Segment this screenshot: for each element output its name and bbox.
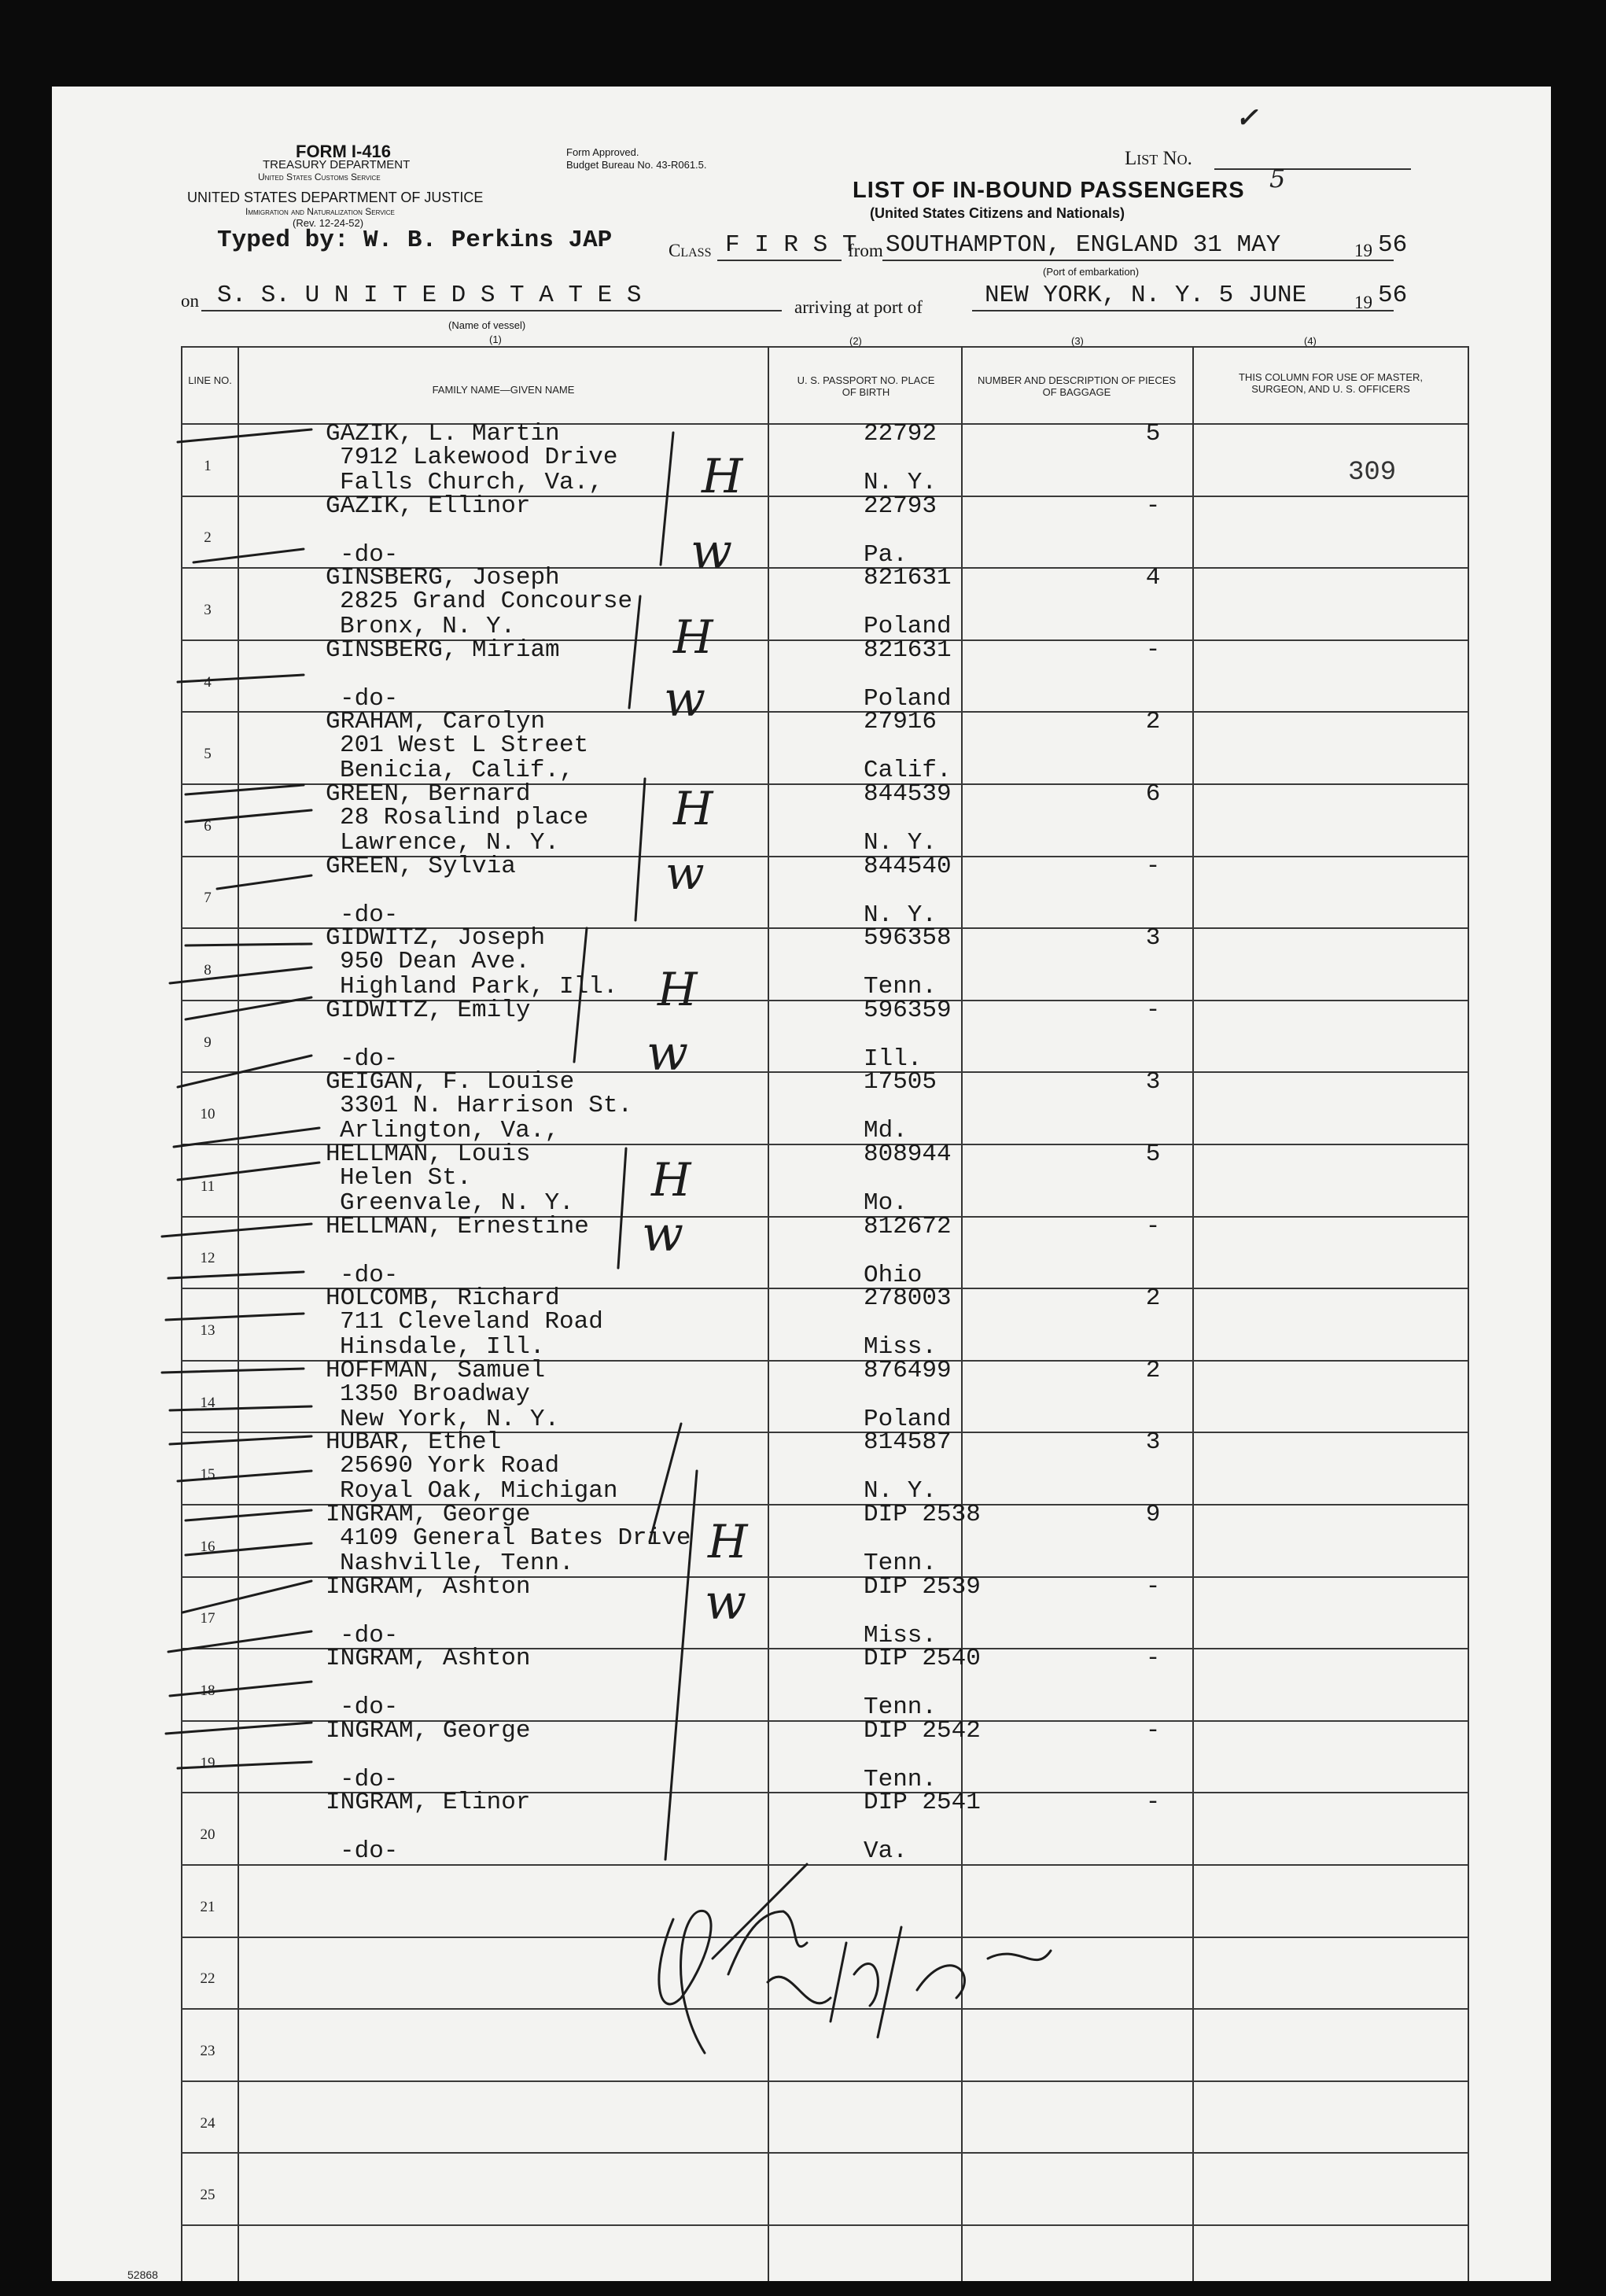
- address-line-2: -do-: [340, 1837, 399, 1866]
- corner-tick-mark: ✓: [1236, 102, 1258, 134]
- address-line-2: -do-: [340, 684, 399, 713]
- svg-text:w: w: [646, 1024, 689, 1082]
- place-of-birth: Tenn.: [864, 1550, 937, 1577]
- arrival-port: NEW YORK, N. Y. 5 JUNE: [985, 282, 1307, 309]
- form-number: FORM I-416: [296, 142, 392, 161]
- line-number: 2: [204, 529, 212, 547]
- passport-number: DIP 2540: [864, 1645, 981, 1673]
- svg-text:w: w: [665, 846, 705, 900]
- address-line-1: 7912 Lakewood Drive: [340, 444, 618, 471]
- col-num-1: (1): [489, 334, 502, 345]
- list-no-label: List No.: [1125, 148, 1192, 169]
- passenger-name: GINSBERG, Miriam: [326, 636, 560, 664]
- place-of-birth: Md.: [864, 1117, 908, 1145]
- baggage-count: -: [1145, 636, 1161, 664]
- typed-by: Typed by: W. B. Perkins JAP: [217, 227, 613, 254]
- form-subtitle: (United States Citizens and Nationals): [870, 205, 1125, 221]
- address-line-2: -do-: [340, 1621, 399, 1649]
- budget-bureau: Budget Bureau No. 43-R061.5.: [566, 159, 707, 171]
- place-of-birth: Calif.: [864, 757, 952, 785]
- passport-number: 821631: [864, 636, 952, 664]
- line-number: 7: [204, 890, 212, 907]
- address-line-1: 1350 Broadway: [340, 1380, 530, 1408]
- place-of-birth: Miss.: [864, 1621, 937, 1649]
- col-header-baggage: NUMBER AND DESCRIPTION OF PIECES OF BAGGAGE: [977, 374, 1177, 398]
- baggage-count: 2: [1145, 708, 1161, 736]
- baggage-count: -: [1145, 1572, 1161, 1601]
- passenger-name: HELLMAN, Louis: [326, 1141, 531, 1168]
- address-line-1: 3301 N. Harrison St.: [340, 1092, 633, 1120]
- baggage-count: 2: [1145, 1284, 1161, 1313]
- line-number: 16: [200, 1538, 215, 1555]
- passenger-name: GAZIK, L. Martin: [326, 420, 560, 448]
- passport-number: 596358: [864, 924, 952, 953]
- place-of-birth: N. Y.: [864, 1477, 937, 1505]
- place-of-birth: Miss.: [864, 1333, 937, 1362]
- address-line-2: Falls Church, Va.,: [340, 469, 603, 496]
- col-num-4: (4): [1304, 335, 1317, 347]
- passport-number: 876499: [864, 1356, 952, 1384]
- line-number: 24: [200, 2114, 215, 2132]
- col-header-passport: U. S. PASSPORT NO. PLACE OF BIRTH: [797, 374, 935, 398]
- address-line-1: 25690 York Road: [340, 1452, 560, 1480]
- svg-text:w: w: [691, 522, 733, 580]
- address-line-1: 4109 General Bates Drive: [340, 1524, 691, 1552]
- svg-text:H: H: [673, 782, 713, 835]
- line-number: 9: [204, 1034, 212, 1051]
- passenger-name: HOLCOMB, Richard: [326, 1284, 560, 1313]
- svg-text:H: H: [708, 1515, 748, 1568]
- place-of-birth: N. Y.: [864, 469, 937, 496]
- address-line-2: -do-: [340, 1693, 399, 1722]
- passenger-name: GAZIK, Ellinor: [326, 492, 531, 520]
- vessel-caption: (Name of vessel): [448, 319, 526, 331]
- ins-service: Immigration and Naturalization Service: [245, 206, 395, 217]
- col-num-2: (2): [849, 335, 862, 347]
- passport-number: 812672: [864, 1212, 952, 1240]
- baggage-count: -: [1145, 996, 1161, 1024]
- col-header-line: LINE NO.: [188, 374, 232, 386]
- passport-number: DIP 2542: [864, 1716, 981, 1745]
- passenger-name: GRAHAM, Carolyn: [326, 708, 546, 736]
- handwriting-overlay: [52, 87, 1551, 2281]
- address-line-2: Highland Park, Ill.: [340, 973, 618, 1001]
- passport-number: 278003: [864, 1284, 952, 1313]
- passenger-name: GREEN, Sylvia: [326, 852, 516, 880]
- address-line-2: -do-: [340, 1045, 399, 1073]
- address-line-2: New York, N. Y.: [340, 1405, 560, 1433]
- address-line-2: Benicia, Calif.,: [340, 757, 574, 785]
- form-approved: Form Approved.: [566, 146, 639, 158]
- address-line-2: Greenvale, N. Y.: [340, 1189, 574, 1217]
- passport-number: DIP 2539: [864, 1572, 981, 1601]
- col-header-name: FAMILY NAME—GIVEN NAME: [432, 384, 575, 396]
- line-number: 10: [200, 1106, 215, 1123]
- passport-number: DIP 2538: [864, 1501, 981, 1528]
- line-number: 3: [204, 601, 212, 618]
- baggage-count: 4: [1145, 564, 1161, 592]
- baggage-count: -: [1145, 852, 1161, 880]
- class-value: F I R S T: [725, 231, 857, 259]
- passport-number: 22792: [864, 420, 937, 448]
- baggage-count: 6: [1145, 780, 1161, 808]
- passport-number: 596359: [864, 996, 952, 1024]
- svg-text:w: w: [642, 1205, 684, 1262]
- passenger-name: GIDWITZ, Joseph: [326, 924, 546, 953]
- row-check-strokes: [162, 429, 319, 1768]
- baggage-count: 3: [1145, 1068, 1161, 1096]
- svg-text:H: H: [673, 610, 713, 664]
- passport-number: 808944: [864, 1141, 952, 1168]
- address-line-1: Helen St.: [340, 1164, 472, 1192]
- place-of-birth: Pa.: [864, 540, 908, 569]
- place-of-birth: Tenn.: [864, 1765, 937, 1793]
- passport-number: 22793: [864, 492, 937, 520]
- line-number: 5: [204, 746, 212, 763]
- place-of-birth: Tenn.: [864, 1693, 937, 1722]
- line-number: 15: [200, 1466, 215, 1483]
- address-line-2: Royal Oak, Michigan: [340, 1477, 618, 1505]
- line-number: 25: [200, 2187, 215, 2204]
- line-number: 1: [204, 457, 212, 474]
- place-of-birth: Mo.: [864, 1189, 908, 1217]
- line-number: 23: [200, 2042, 215, 2059]
- treasury-dept: TREASURY DEPARTMENT: [263, 158, 411, 171]
- svg-text:H: H: [702, 449, 743, 504]
- line-number: 21: [200, 1898, 215, 1915]
- passenger-name: INGRAM, Ashton: [326, 1645, 531, 1673]
- justice-dept: UNITED STATES DEPARTMENT OF JUSTICE: [187, 190, 484, 205]
- address-line-2: Nashville, Tenn.: [340, 1550, 574, 1577]
- address-line-1: 201 West L Street: [340, 732, 589, 760]
- passenger-name: GINSBERG, Joseph: [326, 564, 560, 592]
- list-no-value: 5: [1269, 164, 1286, 193]
- line-number: 11: [200, 1177, 215, 1195]
- baggage-count: -: [1145, 1212, 1161, 1240]
- arrival-year-prefix: 19: [1354, 293, 1372, 312]
- place-of-birth: Poland: [864, 613, 952, 641]
- line-number: 19: [200, 1754, 215, 1771]
- baggage-count: 3: [1145, 924, 1161, 953]
- form-title: LIST OF IN-BOUND PASSENGERS: [853, 178, 1245, 203]
- passport-number: 821631: [864, 564, 952, 592]
- line-number: 14: [200, 1394, 215, 1411]
- baggage-count: 5: [1145, 1141, 1161, 1168]
- place-of-birth: Poland: [864, 684, 952, 713]
- passenger-name: INGRAM, Ashton: [326, 1572, 531, 1601]
- revision-date: (Rev. 12-24-52): [293, 217, 364, 229]
- line-number: 17: [200, 1610, 215, 1627]
- line-number: 13: [200, 1321, 215, 1339]
- line-number: 6: [204, 817, 212, 835]
- passenger-name: HELLMAN, Ernestine: [326, 1212, 589, 1240]
- baggage-count: -: [1145, 1645, 1161, 1673]
- address-line-1: 28 Rosalind place: [340, 804, 589, 831]
- line-number: 4: [204, 673, 212, 691]
- stamp-number: 309: [1348, 458, 1397, 488]
- place-of-birth: Tenn.: [864, 973, 937, 1001]
- passenger-name: GIDWITZ, Emily: [326, 996, 531, 1024]
- address-line-1: 711 Cleveland Road: [340, 1308, 603, 1336]
- from-port: SOUTHAMPTON, ENGLAND 31 MAY: [886, 231, 1281, 259]
- svg-text:H: H: [658, 963, 698, 1016]
- place-of-birth: Ill.: [864, 1045, 923, 1073]
- passenger-name: HOFFMAN, Samuel: [326, 1356, 546, 1384]
- passenger-name: INGRAM, George: [326, 1716, 531, 1745]
- svg-text:w: w: [705, 1573, 747, 1631]
- line-number: 20: [200, 1826, 215, 1844]
- address-line-2: -do-: [340, 1765, 399, 1793]
- vessel-name: S. S. U N I T E D S T A T E S: [217, 282, 642, 309]
- place-of-birth: Ohio: [864, 1261, 923, 1289]
- baggage-count: 5: [1145, 420, 1161, 448]
- address-line-2: Bronx, N. Y.: [340, 613, 516, 641]
- address-line-2: -do-: [340, 1261, 399, 1289]
- port-caption: (Port of embarkation): [1043, 266, 1140, 278]
- baggage-count: 2: [1145, 1356, 1161, 1384]
- baggage-count: 3: [1145, 1428, 1161, 1457]
- address-line-2: -do-: [340, 540, 399, 569]
- line-number: 18: [200, 1682, 215, 1699]
- col-num-3: (3): [1071, 335, 1084, 347]
- signature: [659, 1864, 1051, 2053]
- passport-number: 27916: [864, 708, 937, 736]
- address-line-2: -do-: [340, 901, 399, 929]
- passport-number: 844539: [864, 780, 952, 808]
- svg-text:H: H: [651, 1153, 691, 1207]
- passport-number: 844540: [864, 852, 952, 880]
- arrival-year: 56: [1378, 282, 1408, 309]
- address-line-1: 950 Dean Ave.: [340, 948, 530, 976]
- place-of-birth: N. Y.: [864, 829, 937, 857]
- baggage-count: -: [1145, 1789, 1161, 1817]
- arriving-label: arriving at port of: [794, 297, 923, 317]
- passport-number: DIP 2541: [864, 1789, 981, 1817]
- svg-text:w: w: [664, 670, 706, 728]
- from-year: 56: [1378, 231, 1408, 259]
- passenger-name: INGRAM, Elinor: [326, 1789, 531, 1817]
- from-label: from: [848, 241, 883, 260]
- baggage-count: -: [1145, 492, 1161, 520]
- passenger-name: HUBAR, Ethel: [326, 1428, 502, 1457]
- place-of-birth: Poland: [864, 1405, 952, 1433]
- footer-form-code: 52868: [127, 2268, 158, 2281]
- address-line-2: Arlington, Va.,: [340, 1117, 560, 1145]
- on-label: on: [181, 291, 199, 311]
- passport-number: 814587: [864, 1428, 952, 1457]
- annotation-marks: [642, 449, 749, 1631]
- passenger-name: GEIGAN, F. Louise: [326, 1068, 575, 1096]
- passenger-name: INGRAM, George: [326, 1501, 531, 1528]
- line-number: 22: [200, 1970, 215, 1988]
- address-line-1: 2825 Grand Concourse: [340, 588, 633, 616]
- baggage-count: -: [1145, 1716, 1161, 1745]
- customs-service: United States Customs Service: [258, 171, 381, 182]
- passport-number: 17505: [864, 1068, 937, 1096]
- address-line-2: Lawrence, N. Y.: [340, 829, 560, 857]
- address-line-2: Hinsdale, Ill.: [340, 1333, 545, 1362]
- passenger-list-page: [52, 87, 1551, 2281]
- from-year-prefix: 19: [1354, 241, 1372, 260]
- class-label: Class: [669, 241, 712, 260]
- place-of-birth: N. Y.: [864, 901, 937, 929]
- baggage-count: 9: [1145, 1501, 1161, 1528]
- line-number: 8: [204, 961, 212, 978]
- line-number: 12: [200, 1250, 215, 1267]
- col-header-officers: THIS COLUMN FOR USE OF MASTER, SURGEON, AND U. S. OFFICERS: [1238, 371, 1423, 395]
- place-of-birth: Va.: [864, 1837, 908, 1866]
- passenger-name: GREEN, Bernard: [326, 780, 531, 808]
